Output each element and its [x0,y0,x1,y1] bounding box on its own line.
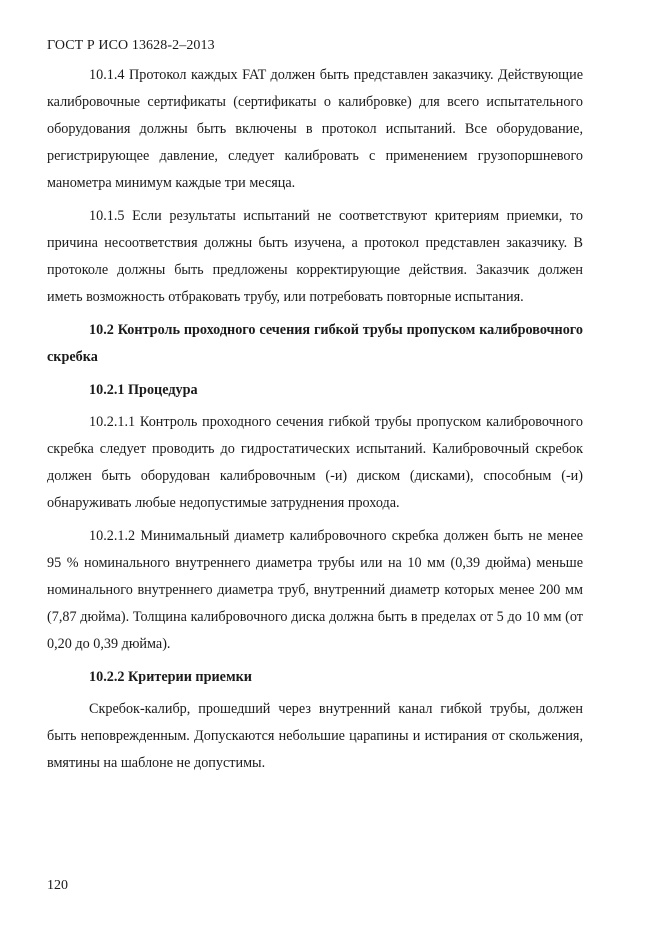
document-body [47,62,583,783]
subsection-heading-10-2-2: 10.2.2 Критерии приемки [89,669,252,685]
section-heading-10-2: 10.2 Контроль проходного сечения гибкой трубы пропуском калибровочного скребка [47,322,583,365]
paragraph-10-1-4: 10.1.4 Протокол каждых FAT должен быть представлен заказчику. Действующие калибровочные сертификаты (сертификаты о калибровке) для всего испытательного оборудования должны быть включены в протокол испытаний. Все оборудование, регистрирующее давление, следует калибровать с применением грузопоршневого манометра минимум каждые три месяца. [47,67,583,191]
document-standard-header: ГОСТ Р ИСО 13628-2–2013 [47,38,215,53]
paragraph-10-2-1-2: 10.2.1.2 Минимальный диаметр калибровочного скребка должен быть не менее 95 % номинального внутреннего диаметра трубы или на 10 мм (0,39 дюйма) меньше номинального внутреннего диаметра труб, внутренний диаметр которых менее 200 мм (7,87 дюйма). Толщина калибровочного диска должна быть в пределах от 5 до 10 мм (от 0,20 до 0,39 дюйма). [47,528,583,652]
page-number: 120 [47,878,68,893]
paragraph-acceptance-criteria: Скребок-калибр, прошедший через внутренний канал гибкой трубы, должен быть неповрежденным. Допускаются небольшие царапины и истирания от скольжения, вмятины на шаблоне не допустимы. [47,701,583,771]
subsection-heading-10-2-1: 10.2.1 Процедура [89,382,198,398]
paragraph-10-1-5: 10.1.5 Если результаты испытаний не соответствуют критериям приемки, то причина несоответствия должны быть изучена, а протокол представлен заказчику. В протоколе должны быть предложены корректирующие действия. Заказчик должен иметь возможность отбраковать трубу, или потребовать повторные испытания. [47,208,583,305]
paragraph-10-2-1-1: 10.2.1.1 Контроль проходного сечения гибкой трубы пропуском калибровочного скребка следует проводить до гидростатических испытаний. Калибровочный скребок должен быть оборудован калибровочным (-и) диском (дисками), способным (-и) обнаруживать любые недопустимые затруднения прохода. [47,414,583,511]
